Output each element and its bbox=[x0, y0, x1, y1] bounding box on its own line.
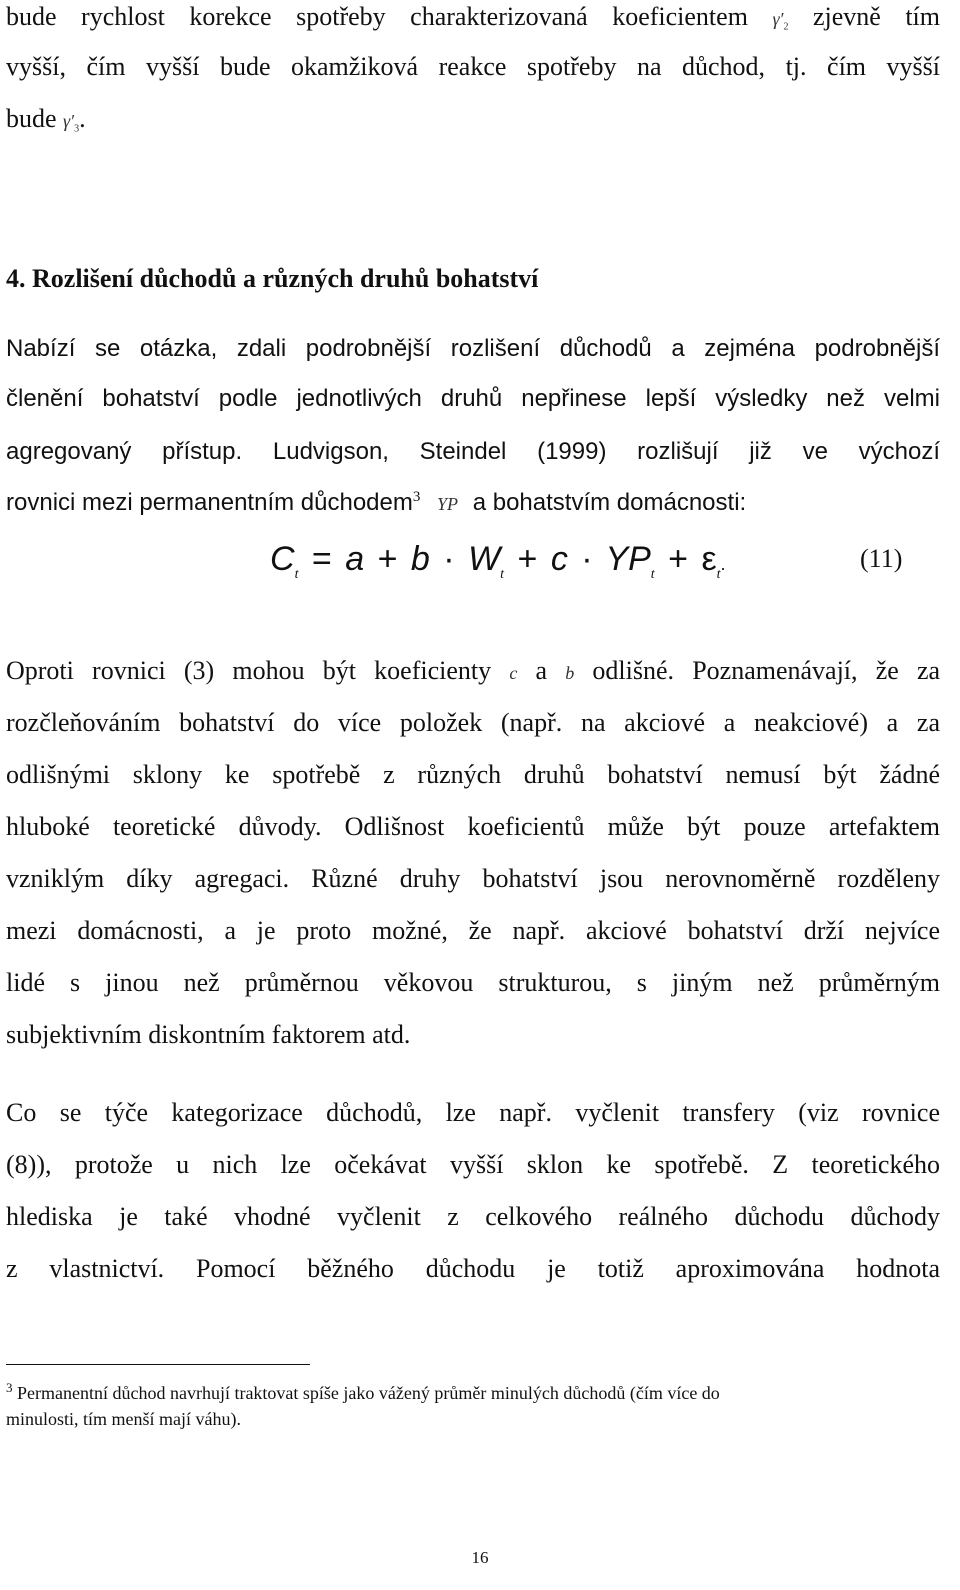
paragraph-1-line-3: agregovaný přístup. Ludvigson, Steindel (1999) rozlišují již ve výchozí bbox=[6, 438, 940, 465]
paragraph-3-line-3: hlediska je také vhodné vyčlenit z celkového reálného důchodu důchody bbox=[6, 1202, 940, 1231]
intro-line-2: vyšší, čím vyšší bude okamžiková reakce spotřeby na důchod, tj. čím vyšší bbox=[6, 52, 940, 81]
paragraph-2-line-2: rozčleňováním bohatství do více položek (např. na akciové a neakciové) a za bbox=[6, 708, 940, 737]
paragraph-1-line-4: rovnici mezi permanentním důchodem$^3$ YP a bohatstvím domácnosti: bbox=[6, 489, 747, 516]
paragraph-2-line-3: odlišnými sklony ke spotřebě z různých druhů bohatství nemusí být žádné bbox=[6, 760, 940, 789]
equation-number: (11) bbox=[860, 544, 903, 573]
paragraph-2-line-1: Oproti rovnici (3) mohou být koeficienty c a b odlišné. Poznamenávají, že za bbox=[6, 656, 941, 685]
footnote-line-1: $^3$ Permanentní důchod navrhují traktovat spíše jako vážený průměr minulých důchodů (čím více do bbox=[6, 1380, 720, 1403]
yp-variable: YP bbox=[437, 494, 459, 514]
paragraph-3-line-2: (8)), protože u nich lze očekávat vyšší sklon ke spotřebě. Z teoretického bbox=[6, 1150, 940, 1179]
coefficient-c: c bbox=[509, 663, 518, 683]
gamma-3-symbol: $\gamma'_3$ bbox=[63, 111, 80, 135]
paragraph-1-line-1: Nabízí se otázka, zdali podrobnější rozlišení důchodů a zejména podrobnější bbox=[6, 335, 940, 362]
section-heading: 4. Rozlišení důchodů a různých druhů bohatství bbox=[6, 264, 539, 293]
paragraph-2-line-5: vzniklým díky agregaci. Různé druhy bohatství jsou nerovnoměrně rozděleny bbox=[6, 864, 940, 893]
paragraph-2-line-4: hluboké teoretické důvody. Odlišnost koeficientů může být pouze artefaktem bbox=[6, 812, 940, 841]
equation-11 bbox=[0, 540, 960, 600]
coefficient-b: b bbox=[565, 663, 575, 683]
paragraph-2-line-7: lidé s jinou než průměrnou věkovou strukturou, s jiným než průměrným bbox=[6, 968, 940, 997]
intro-line-1 bbox=[6, 2, 940, 43]
equation-body: $C_t = a + b \cdot W_t + c \cdot YP_t + \varepsilon_t$. bbox=[270, 540, 726, 582]
footnote-line-2: minulosti, tím menší mají váhu). bbox=[6, 1409, 241, 1429]
footnote-number: 3 bbox=[6, 1380, 13, 1395]
footnote-separator bbox=[6, 1364, 310, 1365]
paragraph-2-line-8: subjektivním diskontním faktorem atd. bbox=[6, 1020, 411, 1049]
gamma-2-symbol: $\gamma'_2$ bbox=[772, 9, 789, 33]
paragraph-1-line-2: členění bohatství podle jednotlivých druhů nepřinese lepší výsledky než velmi bbox=[6, 385, 940, 412]
page-number: 16 bbox=[471, 1548, 489, 1567]
paragraph-3-line-4: z vlastnictví. Pomocí běžného důchodu je totiž aproximována hodnota bbox=[6, 1254, 940, 1283]
text: zjevně tím bbox=[812, 2, 941, 31]
text: bude rychlost korekce spotřeby charakterizovaná koeficientem bbox=[6, 2, 748, 31]
footnote-reference[interactable]: 3 bbox=[412, 489, 421, 505]
intro-line-3: bude $\gamma'_3$. bbox=[6, 104, 86, 135]
paragraph-3-line-1: Co se týče kategorizace důchodů, lze např. vyčlenit transfery (viz rovnice bbox=[6, 1098, 940, 1127]
paragraph-2-line-6: mezi domácnosti, a je proto možné, že např. akciové bohatství drží nejvíce bbox=[6, 916, 940, 945]
